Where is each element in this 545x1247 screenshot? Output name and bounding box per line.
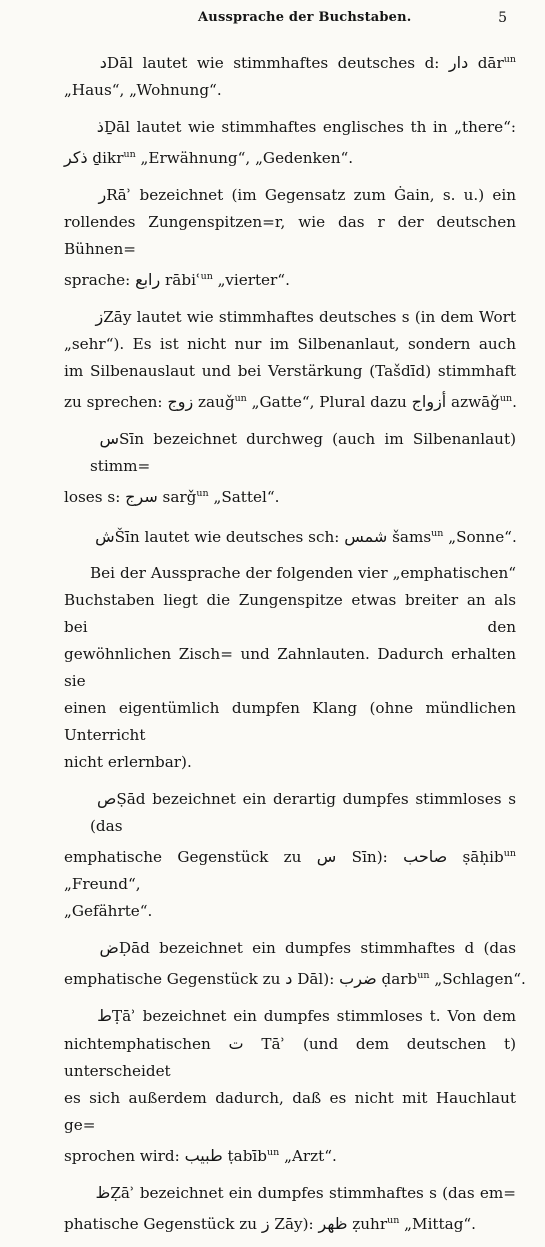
- text-segment: Dāl):: [292, 970, 340, 988]
- text-segment: gewöhnlichen Zisch= und Zahnlauten. Dadurch erhalten sie: [64, 645, 516, 690]
- text-segment: „sehr“). Es ist nicht nur im Silbenanlaut, sondern auch: [64, 335, 516, 353]
- paragraph-dal: [64, 46, 516, 104]
- text-segment: sprache:: [64, 271, 136, 289]
- page-header: [0, 10, 545, 30]
- text-segment: „Freund“,: [64, 875, 141, 893]
- text-segment: loses s:: [64, 488, 126, 506]
- text-segment: es sich außerdem dadurch, daß es nicht mit Hauchlaut ge=: [64, 1089, 516, 1134]
- paragraph-dad: [64, 934, 526, 993]
- text-segment: einen eigentümlich dumpfen Klang (ohne mündlichen Unterricht: [64, 699, 516, 744]
- text-line: [64, 1179, 516, 1207]
- text-line: [64, 1030, 516, 1085]
- text-segment: Ṭāʾ bezeichnet ein dumpfes stimmloses t. Von dem: [111, 1007, 516, 1025]
- text-segment: rollendes Zungenspitzen=r, wie das r der deutschen Bühnen=: [64, 213, 516, 258]
- text-line: [64, 303, 516, 331]
- text-line: [64, 560, 516, 587]
- case-ending: un: [431, 528, 444, 539]
- text-line: [64, 113, 516, 141]
- text-line: [64, 695, 516, 749]
- case-ending: un: [234, 393, 247, 404]
- case-ending: un: [123, 149, 136, 160]
- text-line: [64, 587, 516, 641]
- text-line: [64, 934, 516, 962]
- arabic-word: ر: [90, 185, 107, 204]
- arabic-word: رابع: [135, 270, 161, 289]
- text-segment: zu sprechen:: [64, 393, 168, 411]
- text-segment: ṣāḥib: [447, 848, 504, 866]
- text-segment: Buchstaben liegt die Zungenspitze etwas breiter an als bei den: [64, 591, 516, 636]
- arabic-word: ز: [261, 1214, 270, 1233]
- text-segment: „Schlagen“.: [429, 970, 526, 988]
- arabic-word: ظهر: [318, 1214, 348, 1233]
- running-title: Aussprache der Buchstaben.: [198, 10, 412, 25]
- paragraph-sin: [64, 425, 516, 511]
- case-ending: un: [503, 54, 516, 65]
- text-segment: „Gatte“, Plural dazu: [246, 393, 412, 411]
- text-segment: „Sattel“.: [208, 488, 280, 506]
- text-line: [64, 840, 516, 898]
- arabic-word: د: [90, 53, 107, 72]
- text-line: [64, 181, 516, 209]
- text-line: [64, 1207, 516, 1238]
- arabic-word: س: [90, 429, 119, 448]
- case-ending: un: [196, 488, 209, 499]
- text-segment: ḍarb: [376, 970, 418, 988]
- text-line: [64, 898, 516, 925]
- page-number: 5: [498, 10, 507, 26]
- text-line: [64, 962, 526, 993]
- text-segment: ṭabīb: [222, 1147, 267, 1165]
- text-segment: „Erwähnung“, „Gedenken“.: [135, 149, 354, 167]
- arabic-word: ذ: [90, 117, 104, 136]
- text-segment: „Haus“, „Wohnung“.: [64, 81, 222, 99]
- text-line: [64, 141, 516, 172]
- text-line: [64, 358, 516, 385]
- text-line: [64, 480, 516, 511]
- text-segment: Rāʾ bezeichnet (im Gegensatz zum Ġain, s. u.) ein: [106, 186, 516, 204]
- text-segment: „Gefährte“.: [64, 902, 153, 920]
- arabic-word: ص: [90, 789, 117, 808]
- text-line: [64, 209, 516, 263]
- text-segment: .: [512, 393, 517, 411]
- arabic-word: ذكر: [64, 148, 88, 167]
- text-line: [64, 77, 516, 104]
- arabic-word: ظ: [90, 1183, 111, 1202]
- text-segment: phatische Gegenstück zu: [64, 1215, 262, 1233]
- paragraph-shin: [64, 520, 516, 551]
- text-segment: dār: [468, 54, 504, 72]
- case-ending: un: [387, 1215, 400, 1226]
- text-line: [64, 385, 516, 416]
- arabic-word: ضرب: [339, 969, 377, 988]
- text-segment: Tāʾ (und dem deutschen t) unterscheidet: [64, 1035, 516, 1080]
- text-segment: Zāy):: [269, 1215, 319, 1233]
- text-line: [64, 641, 516, 695]
- text-segment: „Mittag“.: [399, 1215, 477, 1233]
- arabic-word: د: [285, 969, 293, 988]
- paragraph-ra: [64, 181, 516, 294]
- text-line: [64, 749, 516, 776]
- arabic-word: ز: [90, 307, 104, 326]
- paragraph-ta: [64, 1002, 516, 1170]
- case-ending: un: [499, 393, 513, 404]
- text-segment: šams: [387, 528, 432, 546]
- arabic-word: شمس: [344, 527, 388, 546]
- text-segment: emphatische Gegenstück zu: [64, 970, 286, 988]
- arabic-word: ت: [228, 1034, 244, 1053]
- page-body: [64, 46, 526, 1247]
- text-segment: im Silbenauslaut und bei Verstärkung (Tašdīd) stimmhaft: [64, 362, 516, 380]
- text-segment: Sīn bezeichnet durchweg (auch im Silbenanlaut) stimm=: [90, 430, 516, 475]
- text-segment: Ṣād bezeichnet ein derartig dumpfes stimmloses s (das: [90, 790, 516, 835]
- text-segment: Ḍād bezeichnet ein dumpfes stimmhaftes d (das: [118, 939, 516, 957]
- arabic-word: طبيب: [184, 1146, 223, 1165]
- text-segment: Dāl lautet wie stimmhaftes deutsches d:: [106, 54, 449, 72]
- text-line: [64, 263, 516, 294]
- text-segment: rābiʿ: [160, 271, 201, 289]
- case-ending: un: [503, 848, 516, 859]
- arabic-word: صاحب: [403, 847, 448, 866]
- text-segment: zauǧ: [193, 393, 235, 411]
- text-segment: Zāy lautet wie stimmhaftes deutsches s (in dem Wort: [103, 308, 516, 326]
- text-line: [64, 331, 516, 358]
- text-segment: nicht erlernbar).: [64, 753, 192, 771]
- text-segment: nichtemphatischen: [64, 1035, 229, 1053]
- case-ending: un: [267, 1147, 280, 1158]
- text-segment: „vierter“.: [212, 271, 290, 289]
- text-line: [64, 1139, 516, 1170]
- arabic-word: أزواج: [411, 392, 447, 411]
- text-segment: „Sonne“.: [443, 528, 517, 546]
- arabic-word: سرج: [125, 487, 158, 506]
- text-segment: Bei der Aussprache der folgenden vier „emphatischen“: [90, 564, 516, 582]
- text-segment: azwāǧ: [446, 393, 500, 411]
- text-segment: emphatische Gegenstück zu: [64, 848, 317, 866]
- text-line: [64, 520, 516, 551]
- text-segment: Šīn lautet wie deutsches sch:: [114, 528, 345, 546]
- text-segment: Ẓāʾ bezeichnet ein dumpfes stimmhaftes s (das em=: [110, 1184, 516, 1202]
- text-line: [64, 46, 516, 77]
- paragraph-emph: [64, 560, 516, 776]
- paragraph-zay: [64, 303, 516, 416]
- arabic-word: ط: [90, 1006, 112, 1025]
- text-segment: ẓuhr: [347, 1215, 388, 1233]
- paragraph-dhal: [64, 113, 516, 172]
- text-segment: sprochen wird:: [64, 1147, 185, 1165]
- case-ending: un: [417, 970, 430, 981]
- arabic-word: ض: [90, 938, 119, 957]
- text-segment: „Arzt“.: [279, 1147, 337, 1165]
- case-ending: un: [200, 271, 213, 282]
- arabic-word: ش: [90, 527, 115, 546]
- paragraph-za: [64, 1179, 516, 1238]
- text-line: [64, 1002, 516, 1030]
- text-segment: ḏikr: [87, 149, 124, 167]
- text-line: [64, 785, 516, 840]
- text-segment: Sīn):: [336, 848, 404, 866]
- text-line: [64, 1085, 516, 1139]
- text-segment: sarǧ: [157, 488, 197, 506]
- text-segment: Ḏāl lautet wie stimmhaftes englisches th in „there“:: [103, 118, 516, 136]
- text-line: [64, 425, 516, 480]
- paragraph-sad: [64, 785, 516, 925]
- arabic-word: س: [316, 847, 337, 866]
- arabic-word: دار: [448, 53, 469, 72]
- arabic-word: زوج: [167, 392, 194, 411]
